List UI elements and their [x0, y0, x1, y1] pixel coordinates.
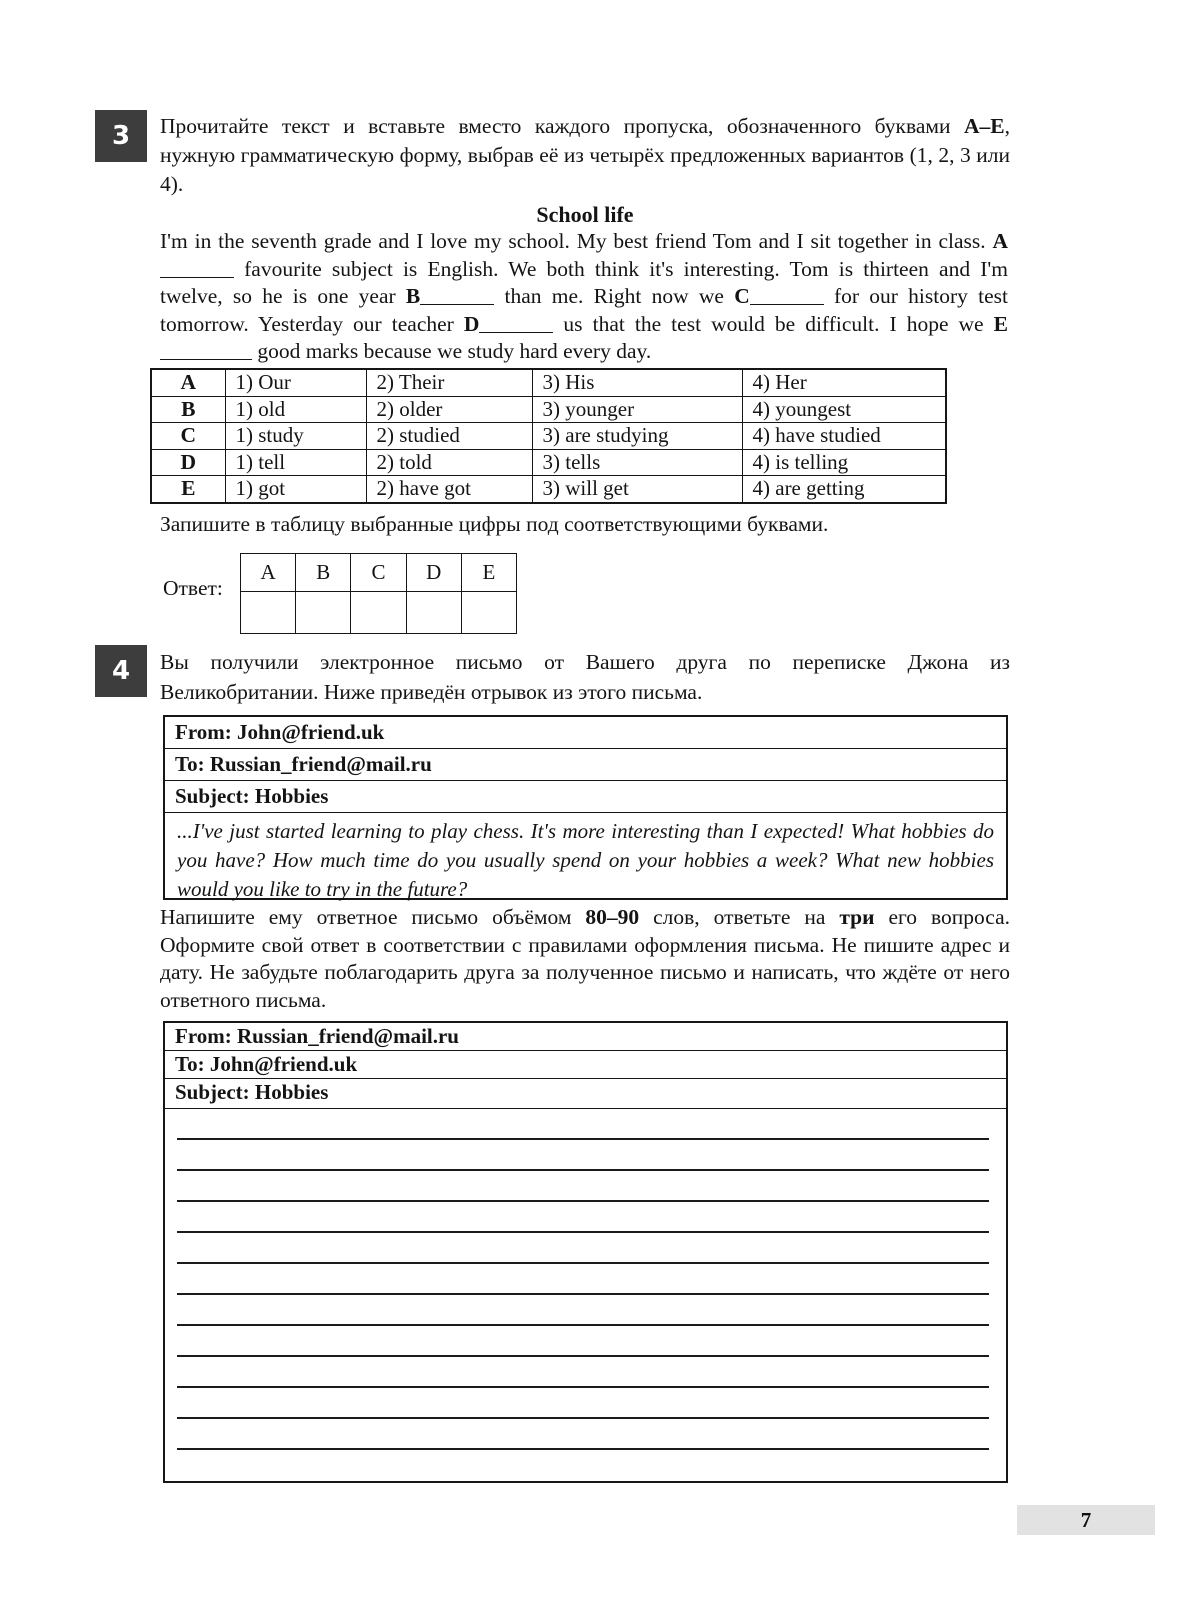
option-cell: 4) youngest [742, 396, 946, 423]
answer-header-cell: A [241, 554, 296, 592]
page-number: 7 [1080, 1507, 1092, 1532]
reply-email-box [163, 1021, 1008, 1483]
blank-B [420, 303, 494, 305]
answer-cell-B [296, 592, 351, 634]
task3-instruction-text: Прочитайте текст и вставьте вместо каждого пропуска, обозначенного буквами [160, 114, 964, 138]
option-cell: 1) study [225, 423, 366, 450]
task3-instruction-letters: А–Е [964, 114, 1005, 138]
passage-seg: us that the test would be difficult. I hope we [553, 311, 994, 336]
option-cell: 2) older [366, 396, 532, 423]
option-cell: 2) Their [366, 369, 532, 396]
row-letter: D [151, 449, 225, 476]
blank-D [479, 331, 553, 333]
answer-label: Ответ: [163, 576, 223, 600]
option-cell: 4) is telling [742, 449, 946, 476]
received-email-box [163, 715, 1008, 900]
reply-writing-area [165, 1109, 1006, 1483]
answer-cell-A [241, 592, 296, 634]
blank-C [750, 303, 824, 305]
option-cell: 3) will get [532, 476, 742, 503]
row-letter: A [151, 369, 225, 396]
reply-instruction [160, 904, 1010, 1014]
row-letter: E [151, 476, 225, 503]
task4-instruction: Вы получили электронное письмо от Вашего друга по переписке Джона из Великобритании. Ниже приведён отрывок из этого письма. [160, 650, 1010, 704]
task3-instruction [160, 112, 1010, 199]
three-questions-bold: три [839, 905, 875, 929]
options-row-D [151, 449, 946, 476]
gap-letter-B: B [405, 284, 421, 308]
answer-header-cell: C [351, 554, 406, 592]
passage-seg: for our history test tomorrow. Yesterday our teacher [160, 284, 1008, 336]
task3-instruction-text-2: , нужную грамматическую форму, выбрав её из четырёх предложенных вариантов (1, 2, 3 или 4). [160, 114, 1010, 196]
email-from-row: From: John@friend.uk [165, 717, 1006, 749]
option-cell: 1) Our [225, 369, 366, 396]
reply-instr-seg: слов, ответьте на [639, 905, 840, 929]
row-letter: B [151, 396, 225, 423]
reply-instr-seg: Напишите ему ответное письмо объёмом [160, 905, 586, 929]
answer-cell-C [351, 592, 406, 634]
answer-cell-D [406, 592, 461, 634]
answer-header-row [241, 554, 517, 592]
answer-input-row [241, 592, 517, 634]
options-row-E [151, 476, 946, 503]
option-cell: 3) tells [532, 449, 742, 476]
passage-title: School life [536, 202, 634, 227]
passage-seg: favourite subject is English. We both think it's interesting. Tom is thirteen and I'm twelve, so he is one year [160, 256, 1008, 308]
option-cell: 3) His [532, 369, 742, 396]
answer-header-cell: B [296, 554, 351, 592]
option-cell: 2) told [366, 449, 532, 476]
option-cell: 4) are getting [742, 476, 946, 503]
options-row-C [151, 423, 946, 450]
option-cell: 1) tell [225, 449, 366, 476]
email-to-row: To: Russian_friend@mail.ru [165, 749, 1006, 781]
answer-table [240, 553, 517, 634]
gap-letter-E: E [993, 311, 1008, 336]
passage-seg: I'm in the seventh grade and I love my school. My best friend Tom and I sit together in class. [160, 229, 993, 253]
reply-from-row: From: Russian_friend@mail.ru [165, 1023, 1006, 1051]
gap-letter-A: A [992, 229, 1008, 253]
reply-subject-row: Subject: Hobbies [165, 1079, 1006, 1109]
option-cell: 4) Her [742, 369, 946, 396]
email-subject-row: Subject: Hobbies [165, 781, 1006, 813]
word-count-bold: 80–90 [585, 905, 640, 929]
write-digits-instruction: Запишите в таблицу выбранные цифры под соответствующими буквами. [160, 512, 829, 536]
task4-number-badge [95, 645, 147, 697]
reply-instr-seg: его вопроса. Оформите свой ответ в соответствии с правилами оформления письма. Не пишите адрес и дату. Не забудьте поблагодарить друга за полученное письмо и написать, что ждёте от него ответного письма. [160, 905, 1010, 1012]
option-cell: 3) are studying [532, 423, 742, 450]
blank-E [160, 358, 252, 360]
answer-header-cell: D [406, 554, 461, 592]
option-cell: 1) got [225, 476, 366, 503]
options-row-A [151, 369, 946, 396]
option-cell: 4) have studied [742, 423, 946, 450]
passage-text [160, 228, 1008, 366]
ruled-lines [177, 1109, 989, 1454]
reply-to-row: To: John@friend.uk [165, 1051, 1006, 1079]
option-cell: 3) younger [532, 396, 742, 423]
gap-letter-D: D [463, 311, 480, 336]
option-cell: 2) studied [366, 423, 532, 450]
answer-cell-E [461, 592, 516, 634]
passage-seg: than me. Right now we [494, 284, 735, 308]
answer-header-cell: E [461, 554, 516, 592]
row-letter: C [151, 423, 225, 450]
options-row-B [151, 396, 946, 423]
options-table [150, 368, 947, 504]
email-body-text: ...I've just started learning to play chess. It's more interesting than I expected! What hobbies do you have? How much time do you usually spend on your hobbies a week? What new hobbies would you like to try in the future? [177, 819, 994, 901]
task3-number: 3 [111, 121, 131, 151]
gap-letter-C: C [734, 284, 750, 308]
blank-A [160, 276, 234, 278]
task3-number-badge [95, 110, 147, 162]
option-cell: 1) old [225, 396, 366, 423]
page-number-strip [1017, 1505, 1155, 1535]
option-cell: 2) have got [366, 476, 532, 503]
task4-number: 4 [111, 656, 131, 686]
passage-seg: good marks because we study hard every day. [252, 339, 652, 363]
